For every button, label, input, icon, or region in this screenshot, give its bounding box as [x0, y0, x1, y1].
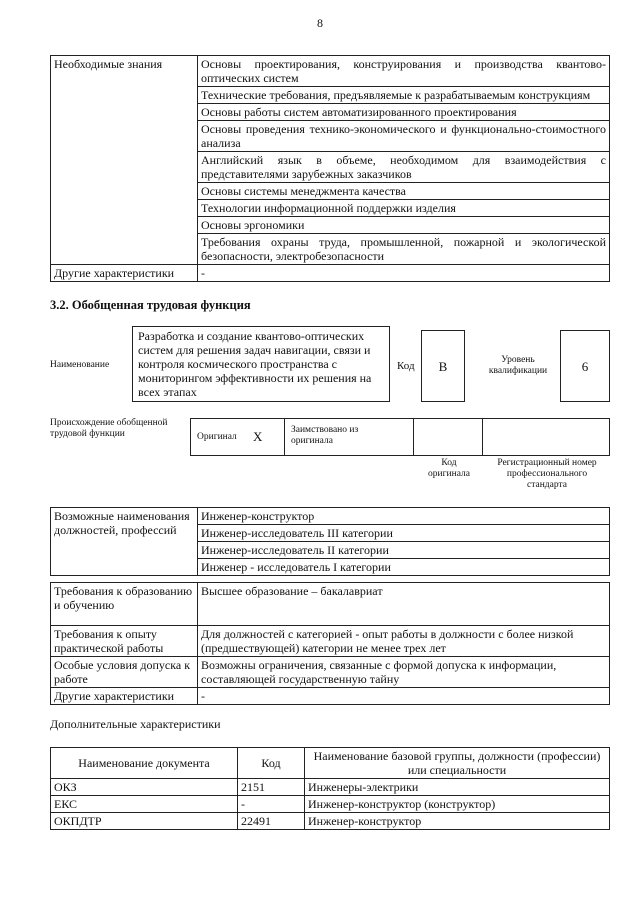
borrowed-label: Заимствовано из оригинала	[291, 425, 359, 446]
table-row	[51, 583, 610, 626]
original-cell	[190, 418, 285, 456]
knowledge-item: Основы эргономики	[198, 217, 610, 234]
knowledge-item: Технические требования, предъявляемые к разрабатываемым конструкциям	[198, 87, 610, 104]
knowledge-item: Основы проектирования, конструирования и производства квантово-оптических систем	[198, 56, 610, 87]
group-cell: Инженеры-электрики	[305, 779, 610, 796]
origin-label: Происхождение обобщенной трудовой функции	[50, 418, 168, 439]
name-label: Наименование	[50, 360, 110, 370]
function-name-box	[132, 326, 390, 402]
code-value: В	[438, 359, 448, 374]
additional-title: Дополнительные характеристики	[50, 717, 221, 731]
requirements-table	[50, 582, 610, 705]
knowledge-label: Необходимые знания	[51, 56, 198, 265]
other-characteristics-value: -	[198, 265, 610, 282]
position-item: Инженер-исследователь III категории	[198, 525, 610, 542]
knowledge-item: Основы работы систем автоматизированного проектирования	[198, 104, 610, 121]
table-row	[51, 657, 610, 688]
header-code: Код	[238, 748, 305, 779]
positions-table	[50, 507, 610, 576]
requirement-label: Другие характеристики	[51, 688, 198, 705]
additional-table	[50, 747, 610, 830]
group-cell: Инженер-конструктор	[305, 813, 610, 830]
table-row	[51, 779, 610, 796]
positions-label: Возможные наименования должностей, профессий	[51, 508, 198, 576]
other-characteristics-label: Другие характеристики	[51, 265, 198, 282]
requirement-value: Для должностей с категорией - опыт работы в должности с более низкой (предшествующей) категории не менее трех лет	[198, 626, 610, 657]
page-number: 8	[317, 16, 323, 30]
table-row	[51, 265, 610, 282]
knowledge-table	[50, 55, 610, 282]
table-row	[51, 508, 610, 525]
code-cell: -	[238, 796, 305, 813]
requirement-label: Требования к опыту практической работы	[51, 626, 198, 657]
table-row	[51, 626, 610, 657]
section-title: 3.2. Обобщенная трудовая функция	[50, 298, 251, 312]
document-cell: ОКЗ	[51, 779, 238, 796]
requirement-value: -	[198, 688, 610, 705]
registration-number-caption: Регистрационный номер профессионального стандарта	[497, 458, 597, 490]
requirement-value: Возможны ограничения, связанные с формой допуска к информации, составляющей государственную тайну	[198, 657, 610, 688]
level-value: 6	[581, 359, 589, 374]
knowledge-item: Технологии информационной поддержки изделия	[198, 200, 610, 217]
original-label: Оригинал	[197, 432, 237, 442]
group-cell: Инженер-конструктор (конструктор)	[305, 796, 610, 813]
requirement-label: Особые условия допуска к работе	[51, 657, 198, 688]
origin-code-cell	[413, 418, 483, 456]
table-row	[51, 796, 610, 813]
position-item: Инженер-исследователь II категории	[198, 542, 610, 559]
knowledge-item: Основы проведения технико-экономического и функционально-стоимостного анализа	[198, 121, 610, 152]
level-box	[560, 330, 610, 402]
table-row	[51, 813, 610, 830]
document-cell: ОКПДТР	[51, 813, 238, 830]
position-item: Инженер - исследователь I категории	[198, 559, 610, 576]
function-name-value: Разработка и создание квантово-оптических систем для решения задач навигации, связи и контроля космического пространства с мониторингом эффективности их решения на всех этапах	[138, 329, 372, 399]
registration-number-cell	[482, 418, 610, 456]
code-box	[421, 330, 465, 402]
knowledge-item: Английский язык в объеме, необходимом для взаимодействия с представителями зарубежных заказчиков	[198, 152, 610, 183]
code-cell: 2151	[238, 779, 305, 796]
header-document: Наименование документа	[51, 748, 238, 779]
header-group: Наименование базовой группы, должности (профессии) или специальности	[305, 748, 610, 779]
requirement-label: Требования к образованию и обучению	[51, 583, 198, 626]
original-mark: Х	[253, 429, 263, 444]
level-label: Уровень квалификации	[488, 355, 548, 376]
requirement-value: Высшее образование – бакалавриат	[198, 583, 610, 626]
table-row	[51, 56, 610, 87]
table-row	[51, 688, 610, 705]
knowledge-item: Требования охраны труда, промышленной, пожарной и экологической безопасности, электробезопасности	[198, 234, 610, 265]
document-cell: ЕКС	[51, 796, 238, 813]
knowledge-item: Основы системы менеджмента качества	[198, 183, 610, 200]
borrowed-cell	[284, 418, 414, 456]
position-item: Инженер-конструктор	[198, 508, 610, 525]
origin-code-caption: Код оригинала	[428, 458, 470, 479]
code-cell: 22491	[238, 813, 305, 830]
code-label: Код	[397, 360, 415, 372]
table-header-row	[51, 748, 610, 779]
